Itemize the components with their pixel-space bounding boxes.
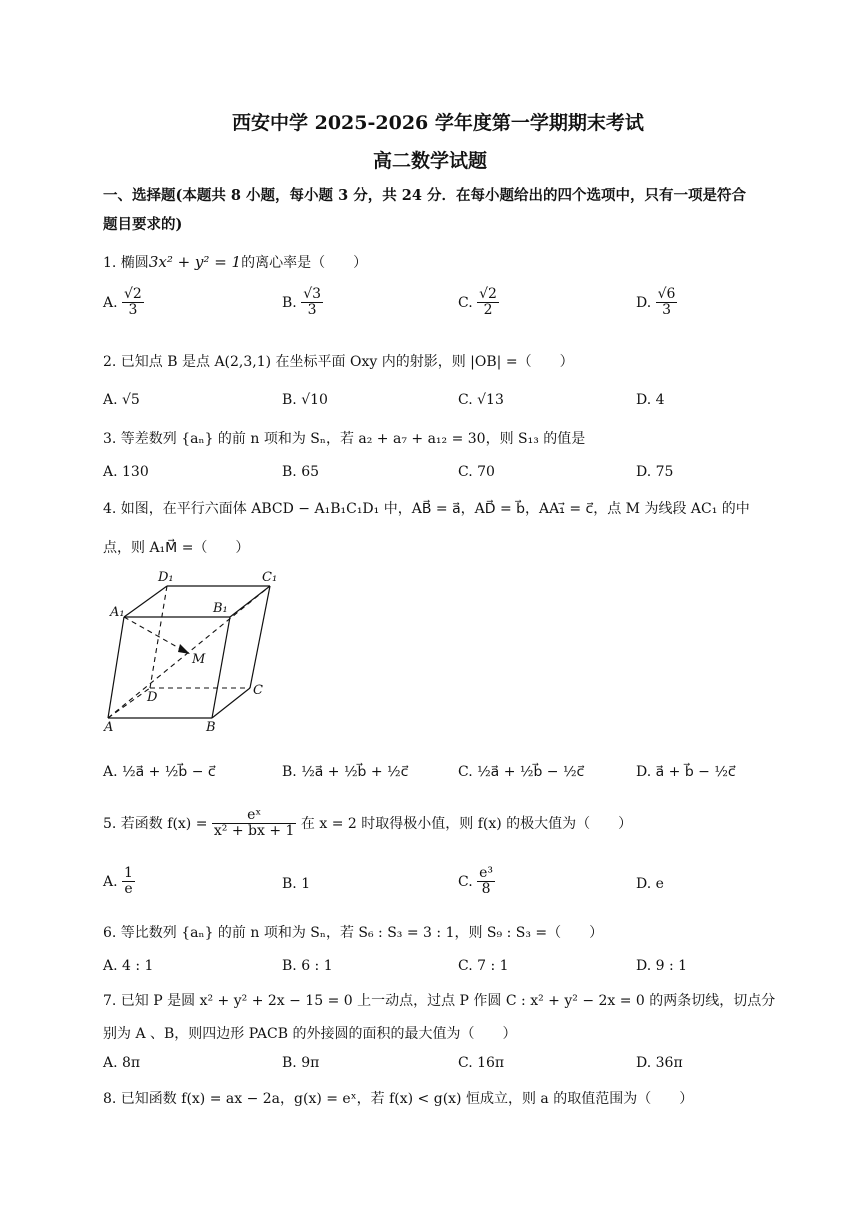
q7-option-b: B. 9π [282,1055,320,1071]
q3-option-c: C. 70 [458,464,495,480]
fraction-denominator: 8 [481,881,491,898]
q5-option-c [458,866,495,898]
q7-option-c: C. 16π [458,1055,505,1071]
fraction-denominator: e [124,881,133,898]
q1-option-b [282,287,323,319]
label-B: B [206,720,216,735]
q1-suffix: 的离心率是（ ） [241,255,368,271]
q7-option-a: A. 8π [103,1055,141,1071]
fraction-denominator: 3 [307,302,317,319]
exam-title: 西安中学 2025-2026 学年度第一学期期末考试 [232,112,644,134]
option-label: D. [636,876,652,892]
fraction-numerator: √2 [124,286,142,302]
label-C: C [253,683,263,698]
q5-option-d [636,876,664,892]
exam-subtitle: 高二数学试题 [373,150,488,172]
option-value: e [655,876,664,892]
label-D: D [147,690,158,705]
section-heading-line2: 题目要求的) [103,216,183,233]
option-value: 1 [301,876,311,892]
label-B1: B₁ [213,601,228,616]
option-label: C. [458,873,473,890]
q6-option-b: B. 6 : 1 [282,958,333,974]
label-D1: D₁ [158,570,174,585]
label-M: M [192,652,206,667]
question-3: 3. 等差数列 {aₙ} 的前 n 项和为 Sₙ，若 a₂ + a₇ + a₁₂ = 30，则 S₁₃ 的值是 [103,431,586,447]
q1-option-d [636,287,677,319]
question-1 [103,252,367,272]
question-6: 6. 等比数列 {aₙ} 的前 n 项和为 Sₙ，若 S₆ : S₃ = 3 : 1，则 S₉ : S₃ =（ ） [103,925,604,941]
q5-option-b [282,876,310,892]
q2-option-c: C. √13 [458,392,504,408]
fraction-denominator: 3 [662,302,672,319]
option-label: A. [103,294,118,311]
fraction-numerator: √6 [657,286,676,302]
q1-option-c [458,287,499,319]
q2-option-b: B. √10 [282,392,328,408]
option-label: B. [282,876,297,892]
fraction-denominator: 3 [128,302,138,319]
q6-option-d: D. 9 : 1 [636,958,688,974]
q3-option-b: B. 65 [282,464,320,480]
q2-option-a: A. √5 [103,392,140,408]
fraction-numerator: e³ [479,865,494,881]
q1-expr: 3x² + y² = 1 [148,253,242,271]
q4-option-b: B. ½a⃗ + ½b⃗ + ½c⃗ [282,764,409,780]
q3-option-a: A. 130 [103,464,149,480]
q1-option-a [103,287,144,319]
question-5 [103,808,632,840]
question-4-line1: 4. 如图，在平行六面体 ABCD − A₁B₁C₁D₁ 中，AB⃗ = a⃗，AD⃗ = b⃗，AA₁⃗ = c⃗，点 M 为线段 AC₁ 的中 [103,501,750,517]
fraction-numerator: eˣ [212,808,297,824]
section-heading-line1: 一、选择题(本题共 8 小题，每小题 3 分，共 24 分．在每小题给出的四个选项中，只有一项是符合 [103,187,747,204]
question-7-line2: 别为 A 、B，则四边形 PACB 的外接圆的面积的最大值为（ ） [103,1026,517,1042]
q6-option-a: A. 4 : 1 [103,958,154,974]
option-label: D. [636,294,652,311]
label-C1: C₁ [262,570,278,585]
label-A: A [104,720,114,735]
q5-suffix: 在 x = 2 时取得极小值，则 f(x) 的极大值为（ ） [300,815,633,832]
option-label: C. [458,294,473,311]
fraction-denominator: 2 [483,302,493,319]
q4-option-d: D. a⃗ + b⃗ − ½c⃗ [636,764,736,780]
q4-option-c: C. ½a⃗ + ½b⃗ − ½c⃗ [458,764,585,780]
q1-prefix: 1. 椭圆 [103,255,149,271]
option-label: B. [282,294,297,311]
question-7-line1: 7. 已知 P 是圆 x² + y² + 2x − 15 = 0 上一动点，过点 P 作圆 C : x² + y² − 2x = 0 的两条切线，切点分 [103,993,776,1009]
fraction-denominator: x² + bx + 1 [213,823,295,840]
fraction-numerator: √3 [303,286,322,302]
q6-option-c: C. 7 : 1 [458,958,509,974]
q4-option-a: A. ½a⃗ + ½b⃗ − c⃗ [103,764,216,780]
q7-option-d: D. 36π [636,1055,683,1071]
label-A1: A₁ [110,605,125,620]
q5-prefix: 5. 若函数 f(x) = [103,815,208,832]
q2-option-d: D. 4 [636,392,665,408]
question-2: 2. 已知点 B 是点 A(2,3,1) 在坐标平面 Oxy 内的射影，则 |OB| =（ ） [103,354,574,370]
q5-option-a [103,866,135,898]
q3-option-d: D. 75 [636,464,674,480]
question-4-line2: 点，则 A₁M⃗ =（ ） [103,540,250,556]
option-label: A. [103,873,118,890]
question-8: 8. 已知函数 f(x) = ax − 2a，g(x) = eˣ，若 f(x) < g(x) 恒成立，则 a 的取值范围为（ ） [103,1091,694,1107]
fraction-numerator: √2 [479,286,497,302]
fraction-numerator: 1 [124,865,133,881]
